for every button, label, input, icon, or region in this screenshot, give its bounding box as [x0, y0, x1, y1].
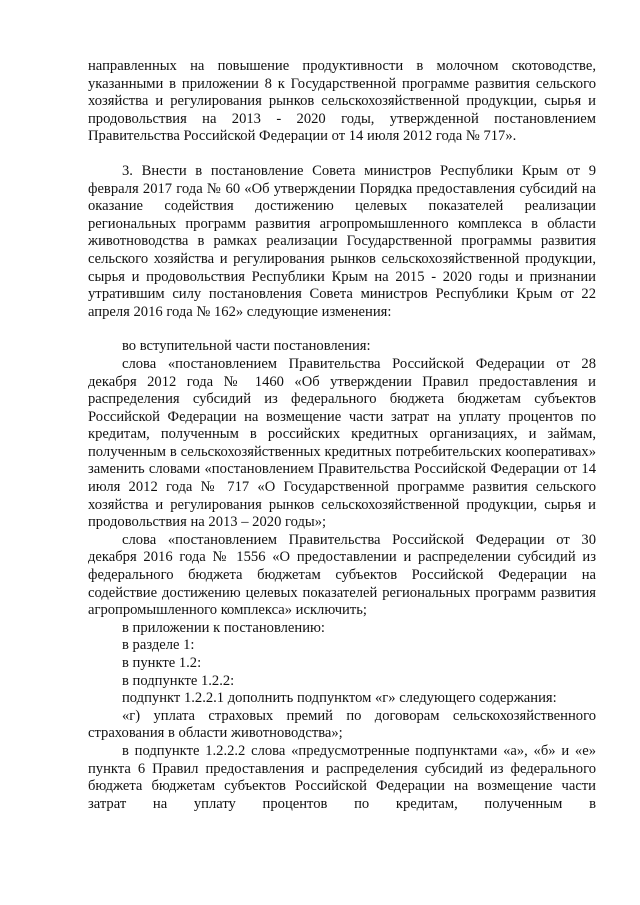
- paragraph-preamble-heading: во вступительной части постановления:: [122, 338, 371, 355]
- document-body: [88, 58, 596, 813]
- paragraph-section-1: в разделе 1:: [122, 637, 195, 654]
- paragraph-subpoint-g: «г) уплата страховых премий по договорам сельскохозяйственного страхования в области животноводства»;: [88, 707, 596, 742]
- paragraph-exclude-words: слова «постановлением Правительства Российской Федерации от 30 декабря 2016 года № 1556 «О предоставлении и распределении субсидий из федерального бюджета бюджетам субъектов Российской Федерации на содействие достижению целевых показателей региональных программ развития агропромышленного комплекса» исключить;: [88, 531, 596, 619]
- paragraph-subpoint-1-2-2-2: в подпункте 1.2.2.2 слова «предусмотренные подпунктами «а», «б» и «е» пункта 6 Правил предоставления и распределения субсидий из федерального бюджета бюджетам субъектов Российской Федерации на возмещение части затрат на уплату процентов по кредитам, полученным в: [88, 742, 596, 812]
- paragraph-replace-words: слова «постановлением Правительства Российской Федерации от 28 декабря 2012 года № 1460 «Об утверждении Правил предоставления и распределения субсидий из федерального бюджета бюджетам субъектов Российской Федерации на возмещение части затрат на уплату процентов по кредитам, полученным в российских кредитных организациях, и займам, полученным в сельскохозяйственных кредитных потребительских кооперативах» заменить словами «постановлением Правительства Российской Федерации от 14 июля 2012 года № 717 «О Государственной программе развития сельского хозяйства и регулирования рынков сельскохозяйственной продукции, сырья и продовольствия на 2013 – 2020 годы»;: [88, 355, 596, 531]
- paragraph-continuation: направленных на повышение продуктивности в молочном скотоводстве, указанными в приложении 8 к Государственной программе развития сельского хозяйства и регулирования рынков сельскохозяйственной продукции, сырья и продовольствия на 2013 - 2020 годы, утвержденной постановлением Правительства Российской Федерации от 14 июля 2012 года № 717».: [88, 58, 596, 145]
- paragraph-point-1-2: в пункте 1.2:: [122, 655, 202, 671]
- paragraph-subpoint-1-2-2-1: подпункт 1.2.2.1 дополнить подпунктом «г» следующего содержания:: [122, 690, 557, 707]
- paragraph-subpoint-1-2-2: в подпункте 1.2.2:: [122, 672, 235, 689]
- paragraph-item-3: 3. Внести в постановление Совета министров Республики Крым от 9 февраля 2017 года № 60 «Об утверждении Порядка предоставления субсидий на оказание содействия достижению целевых показателей реализации региональных программ развития агропромышленного комплекса в области животноводства в рамках реализации Государственной программы развития сельского хозяйства и регулирования рынков сельскохозяйственной продукции, сырья и продовольствия Республики Крым на 2015 - 2020 годы и признании утратившим силу постановления Совета министров Республики Крым от 22 апреля 2016 года № 162» следующие изменения:: [88, 162, 596, 320]
- paragraph-appendix: в приложении к постановлению:: [122, 619, 325, 636]
